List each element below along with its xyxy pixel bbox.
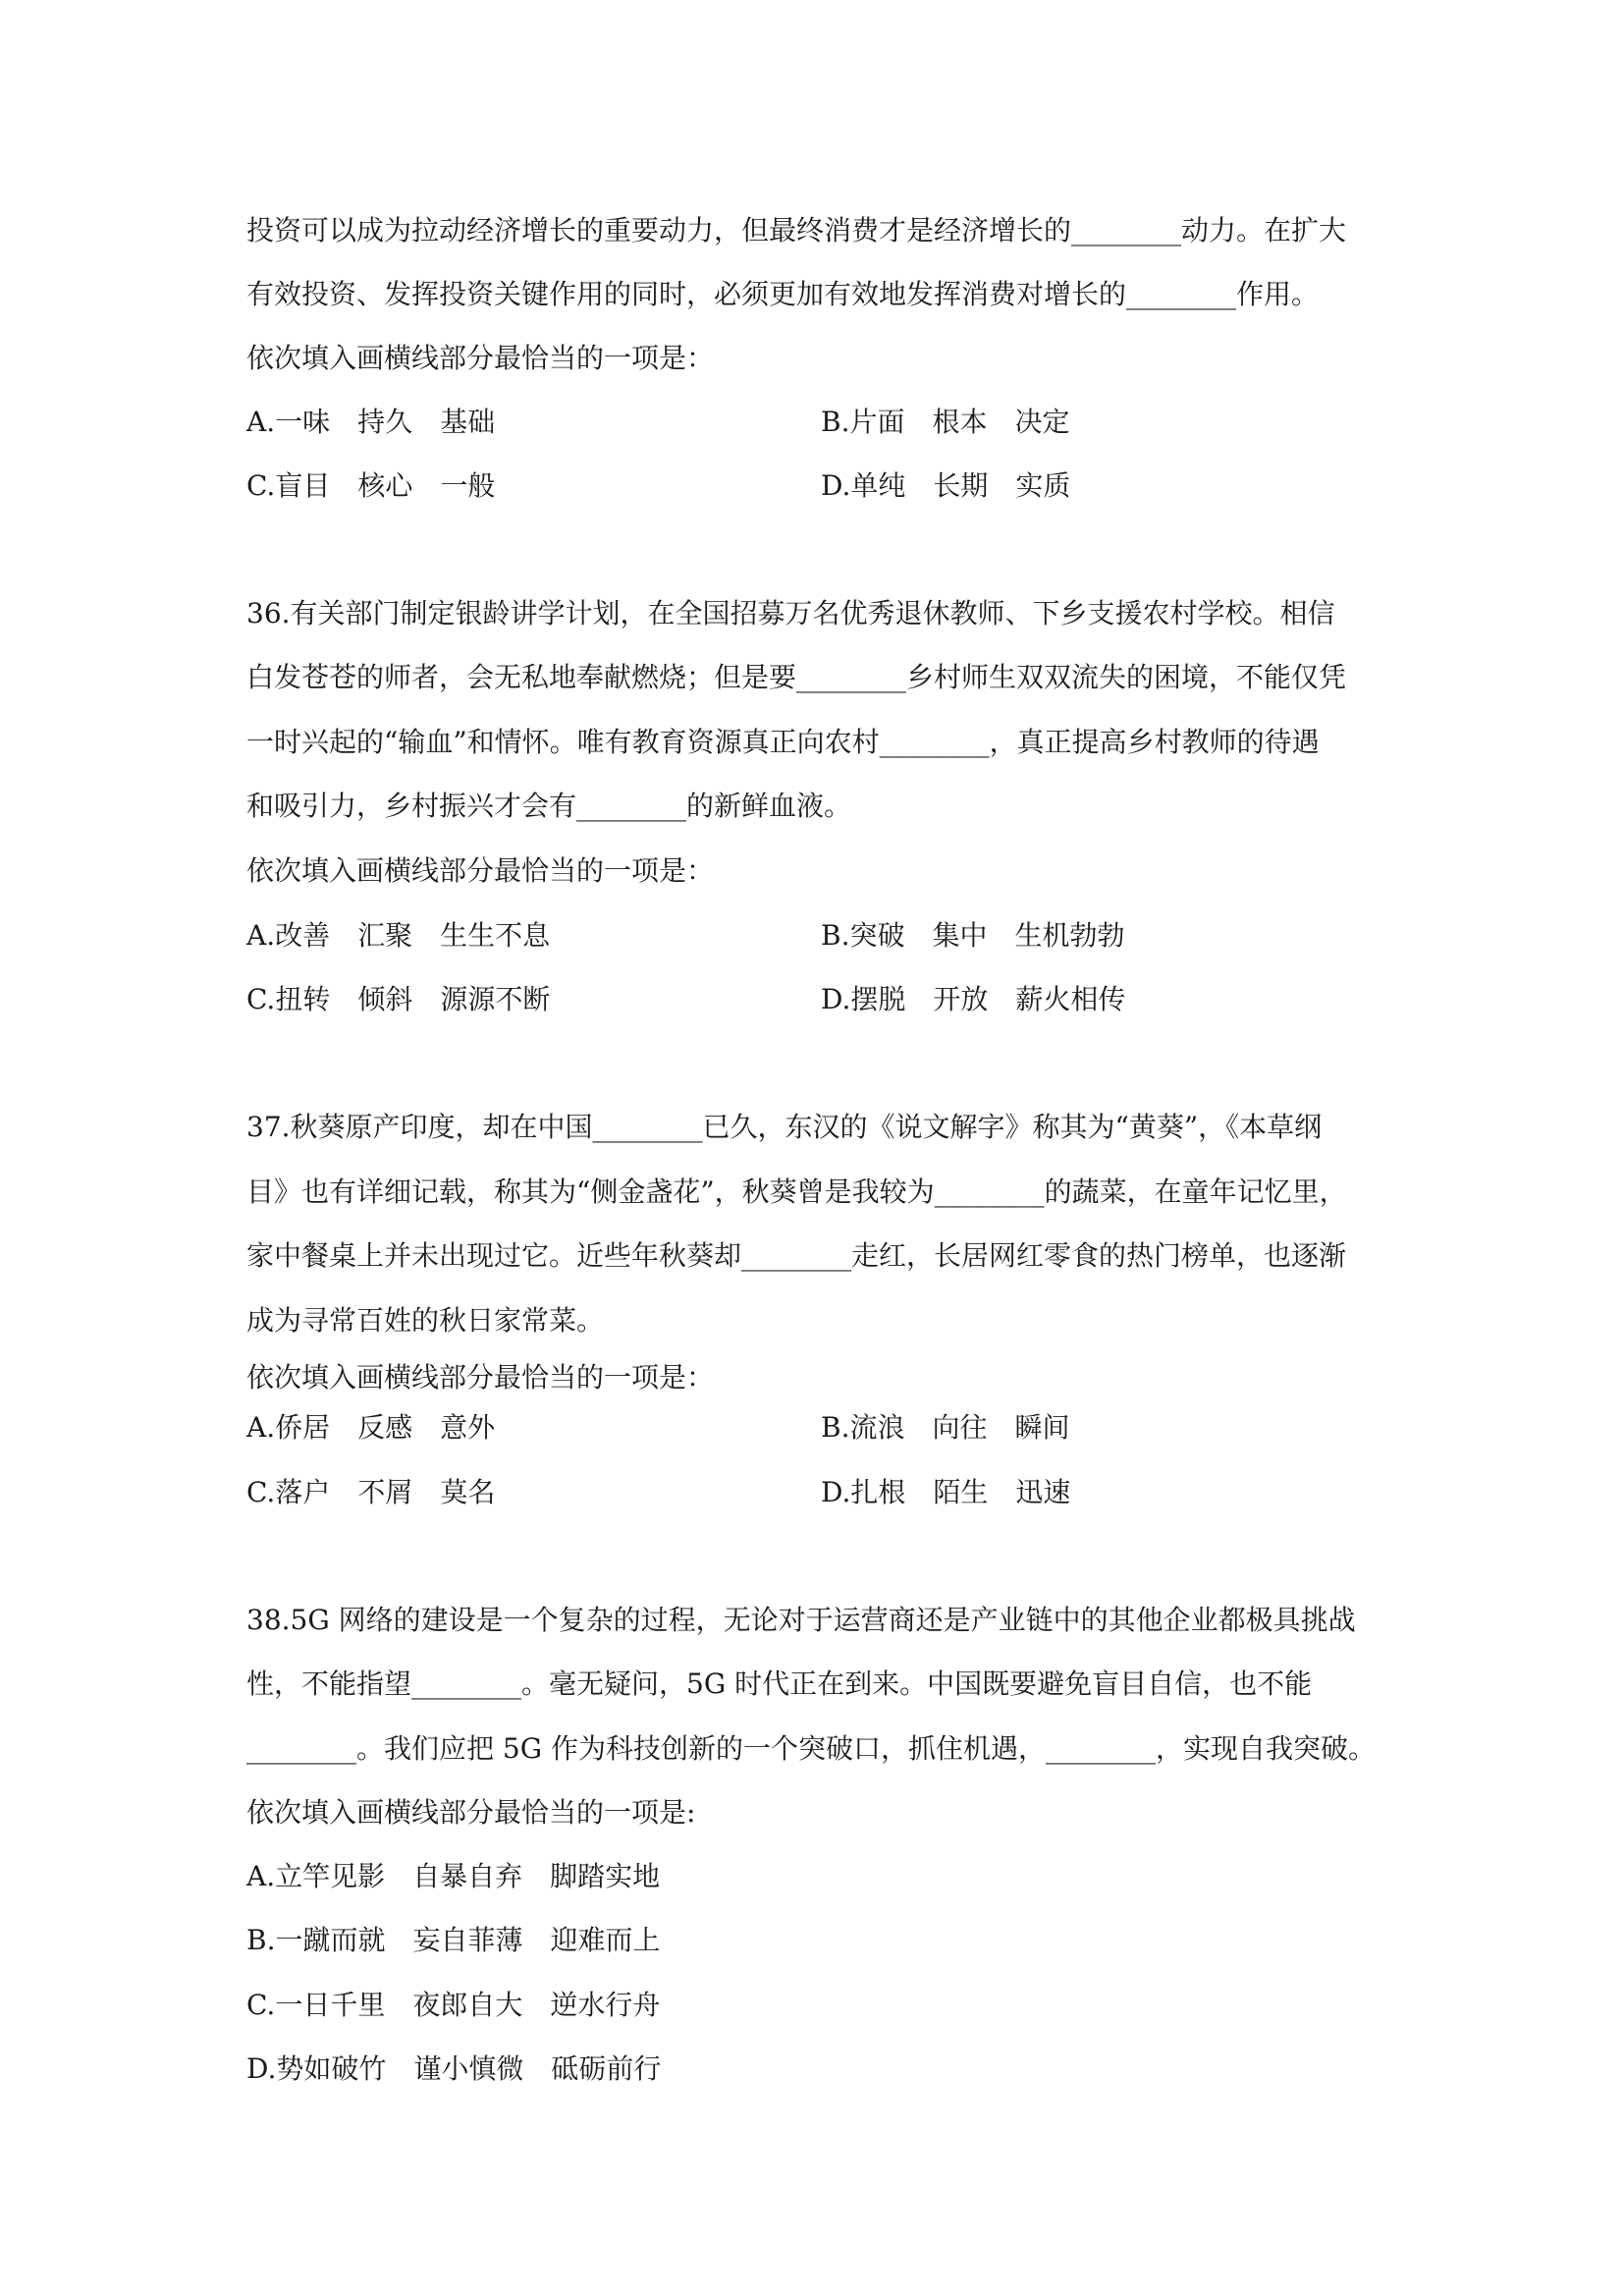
question-36-line-3: 一时兴起的“输血”和情怀。唯有教育资源真正向农村________，真正提高乡村教师的待遇 xyxy=(246,726,1320,758)
question-35-option-b: B.片面 根本 决定 xyxy=(821,406,1070,438)
question-35-line-1: 投资可以成为拉动经济增长的重要动力，但最终消费才是经济增长的________动力。在扩大 xyxy=(246,214,1347,246)
question-38-option-a: A.立竿见影 自暴自弃 脚踏实地 xyxy=(246,1860,661,1892)
question-38-option-c: C.一日千里 夜郎自大 逆水行舟 xyxy=(246,1989,661,2021)
question-36-prompt: 依次填入画横线部分最恰当的一项是： xyxy=(246,854,715,887)
question-37-line-4: 成为寻常百姓的秋日家常菜。 xyxy=(246,1304,605,1337)
question-36-option-a: A.改善 汇聚 生生不息 xyxy=(246,919,551,952)
question-38-line-2: 性，不能指望________。毫无疑问，5G 时代正在到来。中国既要避免盲目自信，也不能 xyxy=(246,1667,1313,1700)
question-38-option-b: B.一蹴而就 妄自菲薄 迎难而上 xyxy=(246,1924,661,1956)
question-37-option-c: C.落户 不屑 莫名 xyxy=(246,1476,496,1508)
question-37-option-a: A.侨居 反感 意外 xyxy=(246,1411,496,1444)
question-37-prompt: 依次填入画横线部分最恰当的一项是： xyxy=(246,1361,715,1394)
question-36-option-c: C.扭转 倾斜 源源不断 xyxy=(246,983,551,1015)
question-37-line-3: 家中餐桌上并未出现过它。近些年秋葵却________走红，长居网红零食的热门榜单，也逐渐 xyxy=(246,1239,1347,1272)
question-37-line-1: 37.秋葵原产印度，却在中国________已久，东汉的《说文解字》称其为“黄葵”，《本草纲 xyxy=(246,1111,1323,1143)
question-36-line-2: 白发苍苍的师者，会无私地奉献燃烧；但是要________乡村师生双双流失的困境，不能仅凭 xyxy=(246,661,1347,693)
question-37-option-d: D.扎根 陌生 迅速 xyxy=(821,1476,1071,1508)
question-36-line-4: 和吸引力，乡村振兴才会有________的新鲜血液。 xyxy=(246,790,852,822)
question-36-option-d: D.摆脱 开放 薪火相传 xyxy=(821,983,1126,1015)
question-35-option-d: D.单纯 长期 实质 xyxy=(821,469,1071,502)
question-37-option-b: B.流浪 向往 瞬间 xyxy=(821,1411,1070,1444)
question-35-option-c: C.盲目 核心 一般 xyxy=(246,469,496,502)
question-38-line-3: ________。我们应把 5G 作为科技创新的一个突破口，抓住机遇，________，实现自我突破。 xyxy=(246,1732,1376,1765)
question-38-option-d: D.势如破竹 谨小慎微 砥砺前行 xyxy=(246,2052,662,2085)
question-38-line-1: 38.5G 网络的建设是一个复杂的过程，无论对于运营商还是产业链中的其他企业都极具挑战 xyxy=(246,1604,1356,1636)
question-35-line-2: 有效投资、发挥投资关键作用的同时，必须更加有效地发挥消费对增长的________作用。 xyxy=(246,278,1320,310)
question-35-prompt: 依次填入画横线部分最恰当的一项是： xyxy=(246,342,715,374)
question-35-option-a: A.一味 持久 基础 xyxy=(246,406,496,438)
question-36-line-1: 36.有关部门制定银龄讲学计划，在全国招募万名优秀退休教师、下乡支援农村学校。相信 xyxy=(246,597,1335,629)
question-37-line-2: 目》也有详细记载，称其为“侧金盏花”，秋葵曾是我较为________的蔬菜，在童年记忆里， xyxy=(246,1175,1347,1208)
question-36-option-b: B.突破 集中 生机勃勃 xyxy=(821,919,1125,952)
question-38-prompt: 依次填入画横线部分最恰当的一项是: xyxy=(246,1796,696,1829)
